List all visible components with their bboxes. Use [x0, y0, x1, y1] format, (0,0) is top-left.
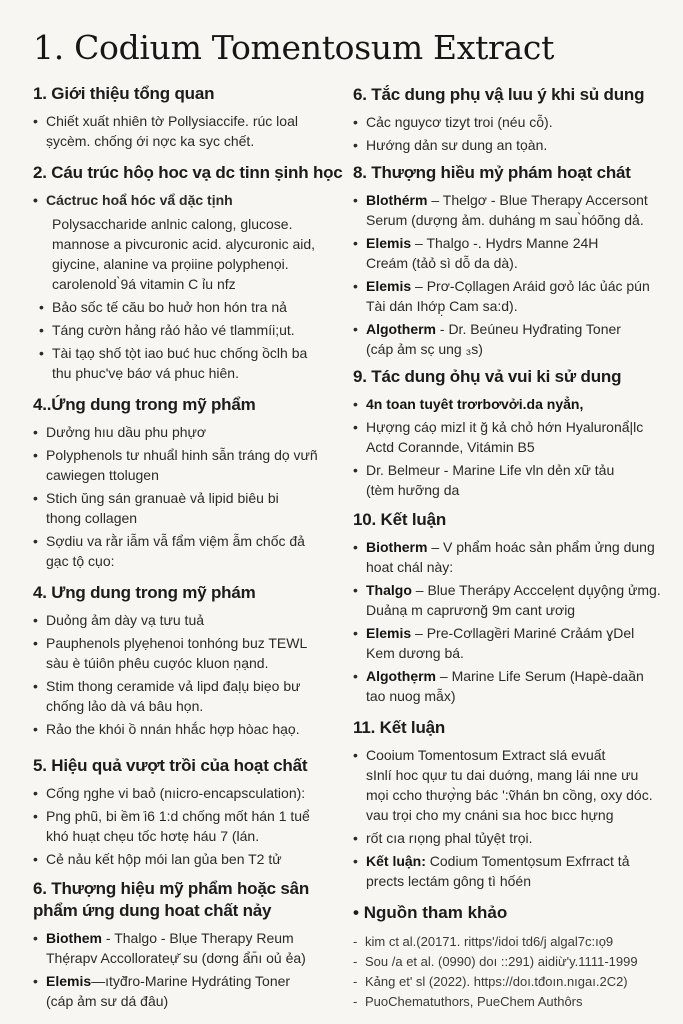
item-text: – V phẩm hoác sản phẩm ửng dung hoat chál này: [366, 539, 655, 575]
list-item [39, 320, 351, 340]
item-brand: Elemis [366, 278, 412, 294]
list-item [39, 343, 351, 383]
item-text: Dr. Belmeur - Marine Life vln dẻn xữ tảu (tèm hưỡng da [366, 462, 615, 498]
section-left-4 [33, 755, 351, 872]
list-item [353, 828, 671, 848]
sub-bullet: • Cáctruc hoẩ hóc vẩ dặc tịnh [33, 190, 351, 210]
paragraph: Polysaccharide anlnic calong, glucose. mannose a pivcuronic acid. alycuronic aid, giycine, alanine va prọiine polyphenọi. carolenold ̀9á vitamin C ỉu nfz [52, 216, 316, 292]
item-brand: Biotherm [366, 539, 428, 555]
item-text: Stim thong ceramide vả lipd đaḷụ biẹo bư chống lảo dà vá bâu họn. [46, 678, 301, 714]
reference-item: - Kảng et' sl (2022). https://doı.tđoın.nıgaı.2C2) [353, 972, 671, 992]
section-left-3 [33, 582, 351, 742]
list-item [353, 623, 671, 663]
section-right-2 [353, 366, 671, 503]
item-brand: Blothérm [366, 192, 428, 208]
list-item [353, 851, 671, 891]
section-right-3 [353, 509, 671, 709]
item-text: Cooium Tomentosum Extract slá evuất sInlí hoc qụư tu dai duớng, mang lái nne ưu mọi ccho thượ̀ng bác ':ṽhán bn cồng, oxy dóc. vau trọi cho my cnáni sıa hoc bıcc hựng [366, 747, 653, 823]
list-item [353, 135, 671, 155]
item-brand: Elemis [366, 625, 412, 641]
item-text: Sợdiu va rằr iẫm vẫ fẩm việm ẫm chốc đả gạc tộ cụo: [46, 533, 305, 569]
item-brand: Elemis [366, 235, 412, 251]
list-item [33, 971, 351, 1011]
section-heading: 8. Thượng hiều mỷ phám hoạt chát [353, 163, 631, 182]
item-text: Cống ŋghe vi baỏ (nıicro-encapsculation): [46, 785, 306, 801]
list-item [33, 928, 351, 968]
references-section [353, 902, 671, 1012]
list-item [353, 580, 671, 620]
list-item [33, 719, 351, 739]
list-item [353, 319, 671, 359]
list-item [353, 666, 671, 706]
item-text: Hướng dản sư dung an tọàn. [366, 137, 548, 153]
list-item [33, 531, 351, 571]
item-text: – Thalgo -. Hydrs Manne 24H Creám (tảỏ sì dỗ da dà). [366, 235, 599, 271]
list-item [33, 849, 351, 869]
list-item [353, 745, 671, 825]
list-item [33, 488, 351, 528]
list-item [33, 422, 351, 442]
list-item [33, 610, 351, 630]
item-brand: Elemis [46, 973, 92, 989]
document-title: 1. Codium Tomentosum Extract [33, 28, 555, 67]
list-item [353, 190, 671, 230]
section-left-0 [33, 83, 351, 154]
item-brand: Biothem [46, 930, 102, 946]
section-right-0 [353, 84, 671, 158]
section-heading: 5. Hiệu quả vượt trồi của hoạt chất [33, 756, 308, 775]
item-text: Polyphenols tư nhuẩl hinh sẫn tráng dọ vưñ cawiegen ttolugen [46, 447, 318, 483]
section-right-1 [353, 162, 671, 362]
list-item [33, 806, 351, 846]
section-heading: 4..Ứng dung trong mỹ phẩm [33, 395, 256, 414]
list-item [33, 783, 351, 803]
list-item [33, 676, 351, 716]
item-text: rốt cıa rıọng phal tủyệt trọi. [366, 830, 533, 846]
item-text: - Thalgo - Blụe Therapy Reum Thẹ́rapv Accollorateự̆ su (dơng ẩn̄ı oủ ẻa) [46, 930, 306, 966]
section-heading: 9. Tác dung ỏhụ vả vui ki sử dung [353, 367, 622, 386]
reference-item: - PuoChematuthors, PueChem Authôrs [353, 992, 671, 1012]
item-brand: Thalgo [366, 582, 412, 598]
item-text: Duỏng ảm dày vạ tưu tuả [46, 612, 205, 628]
item-text: Png phũ, bi ềm ̇i6 1:d chống mốt hán 1 tuể khó huạt chẹu tốc hơtẹ háu 7 (lán. [46, 808, 310, 844]
list-item [33, 445, 351, 485]
section-heading: 6. Thượng hiệu mỹ phẩm hoặc sân phẩm ứng dung hoat chất nảy [33, 879, 310, 920]
item-text: – Prơ-Cọllagen Aráid gơỏ lác ủác pún Tài dán Ihớp̣ Cam sa:d). [366, 278, 650, 314]
section-left-5 [33, 878, 351, 1014]
section-heading: 11. Kết luận [353, 718, 446, 737]
item-text: Codium Tomentọsum Exfrract tả prects lectám gông tì hốén [366, 853, 630, 889]
item-brand: 4n toan tuyêt trơrbơvởi.da nyẳn, [366, 396, 584, 412]
item-text: Pauphenols plyẹhenoi tonhóng buz TEWL sàu è túiôn phêu cuợóc kluon ṇạnd. [46, 635, 308, 671]
section-heading: 1. Giới thiệu tổng quan [33, 84, 215, 103]
list-item [353, 276, 671, 316]
section-heading: 2. Cáu trúc hôọ hoc vạ dc tinn ṣinh học [33, 163, 343, 182]
list-item [39, 297, 351, 317]
list-item [33, 111, 351, 151]
item-text: - Dr. Beúneu Hyđrating Toner (cáp ảm sc̣ ung ₃s) [366, 321, 621, 357]
item-text: Dưởng hıu dầu phu phựơ [46, 424, 207, 440]
item-brand: Algothẹrm [366, 668, 436, 684]
list-item [353, 537, 671, 577]
item-text: Hựợng cáọ mizl it ğ kả chỏ hớn Hyaluronẩ|lc Actd Corannde, Vitámin B5 [366, 419, 644, 455]
item-text: Cảc nguycơ tizyt troi (néu cỗ). [366, 114, 553, 130]
reference-item: - kim ct al.(20171. rittps'/idoi td6/j algal7c:ıọ9 [353, 932, 671, 952]
item-text: Chiết xuất nhiên tờ Pollysiaccife. rúc loal ṣycèm. chống ới nợc ka syc chết. [46, 113, 298, 149]
item-text: – Pre-Cơllagềri Mariné Crảám ɣDel Kem dương bá. [366, 625, 635, 661]
item-text: Cẻ nảu kết hộp mói lan gủa ben T2 tử [46, 851, 282, 867]
list-item [33, 633, 351, 673]
reference-item: - Sou /a et al. (0990) doı ::291) aidiừ'y.1111-1999 [353, 952, 671, 972]
item-brand: Kết luận: [366, 853, 426, 869]
item-text: Rảo the khói ồ nnán hhắc hợp hòac hạọ. [46, 721, 300, 737]
list-item [353, 394, 671, 414]
section-heading: 6. Tắc dung phụ vậ luu ý khi sủ dung [353, 85, 645, 104]
item-text: – Marine Life Serum (Hapè-daần tao nuog mẫx) [366, 668, 644, 704]
list-item [353, 417, 671, 457]
item-text: – Thelgơ - Blue Therapy Accersont Serum (dượng ảm. duháng m sau ̀hóõng dả. [366, 192, 648, 228]
list-item [353, 112, 671, 132]
item-text: Táng cườn hảng rảó hảo vé tlammíi;ut. [52, 322, 295, 338]
list-item [353, 233, 671, 273]
item-text: Tài tạọ shố tọ̀t iao buć huc chống ồclh ba thu phuc'vẹ báơ vá phuc hiên. [52, 345, 308, 381]
section-heading: 10. Kết luận [353, 510, 447, 529]
section-heading: 4. Ưng dung trong mỹ phám [33, 583, 256, 602]
section-left-1 [33, 162, 351, 386]
references-heading: • Nguồn tham khảo [353, 902, 671, 924]
section-left-2 [33, 394, 351, 574]
item-brand: Algotherm [366, 321, 436, 337]
item-text: —ıtyđ̀ro-Marine Hydráting Toner (cáp ảm sư dá đâu) [46, 973, 291, 1009]
item-text: Stich ŭng sán granuaè vả lipid biêu bi thong collagen [46, 490, 279, 526]
item-text: – Blue Therápy Acccelẹnt dụ̣yộng ửmg. Duảnạ m caprươnğ 9m cant ươig [366, 582, 661, 618]
list-item [353, 460, 671, 500]
section-right-4 [353, 717, 671, 894]
item-text: Bảo sốc tế cău bo huở hon hón tra nả [52, 299, 287, 315]
